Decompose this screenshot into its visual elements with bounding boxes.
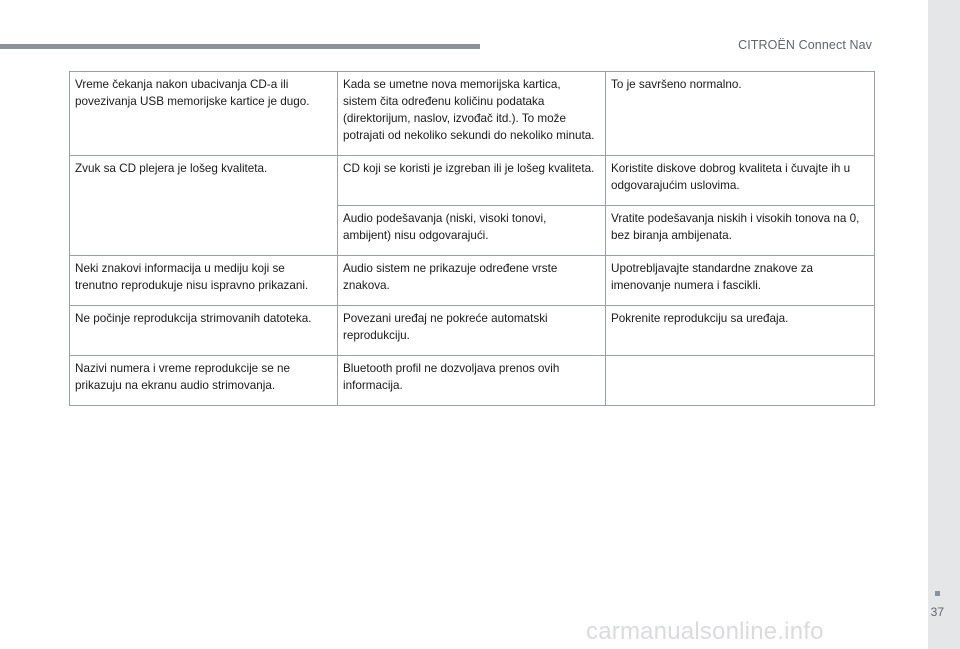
- cause-cell: CD koji se koristi je izgreban ili je lošeg kvaliteta.: [338, 156, 606, 206]
- solution-cell: Upotrebljavajte standardne znakove za imenovanje numera i fascikli.: [606, 256, 875, 306]
- question-cell: Nazivi numera i vreme reprodukcije se ne prikazuju na ekranu audio strimovanja.: [70, 356, 338, 406]
- watermark: carmanualsonline.info: [586, 618, 824, 645]
- table-row: [70, 256, 875, 306]
- table-row: [70, 356, 875, 406]
- header-bar: [0, 44, 480, 49]
- cause-cell: Audio sistem ne prikazuje određene vrste znakova.: [338, 256, 606, 306]
- cause-cell: Kada se umetne nova memorijska kartica, sistem čita određenu količinu podataka (direktorijum, naslov, izvođač itd.). To može potrajati od nekoliko sekundi do nekoliko minuta.: [338, 72, 606, 156]
- question-cell: Vreme čekanja nakon ubacivanja CD-a ili povezivanja USB memorijske kartice je dugo.: [70, 72, 338, 156]
- troubleshooting-table: [69, 71, 875, 406]
- cause-cell: Bluetooth profil ne dozvoljava prenos ovih informacija.: [338, 356, 606, 406]
- table-row: [70, 72, 875, 156]
- table-row: [70, 306, 875, 356]
- solution-cell: Koristite diskove dobrog kvaliteta i čuvajte ih u odgovarajućim uslovima.: [606, 156, 875, 206]
- question-cell: Neki znakovi informacija u mediju koji se trenutno reprodukuje nisu ispravno prikazani.: [70, 256, 338, 306]
- solution-cell: To je savršeno normalno.: [606, 72, 875, 156]
- solution-cell: Vratite podešavanja niskih i visokih tonova na 0, bez biranja ambijenata.: [606, 206, 875, 256]
- solution-cell: [606, 356, 875, 406]
- manual-title: CITROËN Connect Nav: [738, 38, 872, 52]
- table-row: [70, 156, 875, 206]
- page-number: 37: [930, 605, 944, 619]
- side-strip: [928, 0, 960, 649]
- cause-cell: Audio podešavanja (niski, visoki tonovi, ambijent) nisu odgovarajući.: [338, 206, 606, 256]
- page-marker: [935, 591, 940, 596]
- cause-cell: Povezani uređaj ne pokreće automatski reprodukciju.: [338, 306, 606, 356]
- question-cell: Ne počinje reprodukcija strimovanih datoteka.: [70, 306, 338, 356]
- question-cell: Zvuk sa CD plejera je lošeg kvaliteta.: [70, 156, 338, 256]
- solution-cell: Pokrenite reprodukciju sa uređaja.: [606, 306, 875, 356]
